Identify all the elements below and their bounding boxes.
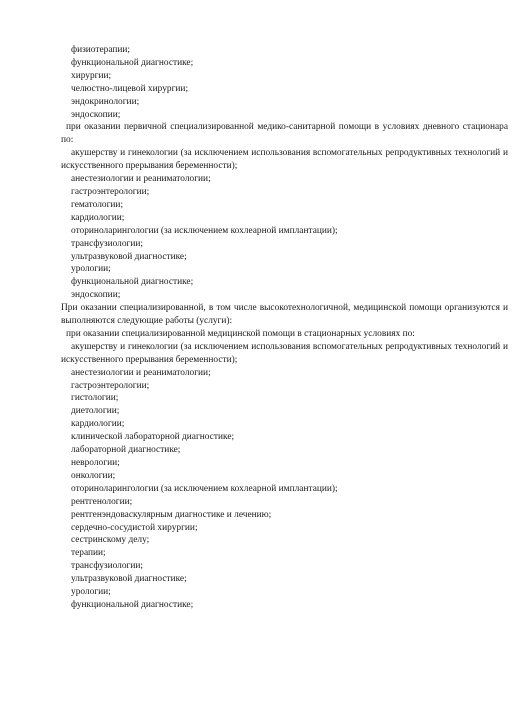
- document-body: [61, 44, 508, 612]
- list-item: онкологии;: [71, 470, 116, 481]
- list-item: функциональной диагностике;: [71, 599, 194, 610]
- list-item: ультразвуковой диагностике;: [71, 574, 187, 585]
- list-item: гематологии;: [71, 199, 124, 210]
- list-item: рентгенологии;: [71, 496, 133, 507]
- list-item: неврологии;: [71, 458, 120, 468]
- list-item: сердечно-сосудистой хирургии;: [71, 522, 198, 533]
- section-heading: при оказании специализированной медицинской помощи в стационарных условиях по:: [66, 328, 415, 339]
- list-item: челюстно-лицевой хирургии;: [71, 83, 189, 94]
- section-heading: при оказании первичной специализированной медико-санитарной помощи в условиях дневного стационара по:: [61, 122, 508, 146]
- list-item: анестезиологии и реаниматологии;: [71, 367, 211, 378]
- list-item: сестринскому делу;: [71, 535, 150, 546]
- list-item: кардиологии;: [71, 419, 125, 430]
- paragraph: При оказании специализированной, в том числе высокотехнологичной, медицинской помощи организуются и выполняются следующие работы (услуги):: [61, 303, 508, 327]
- list-item: лабораторной диагностике;: [71, 445, 181, 456]
- list-item: анестезиологии и реаниматологии;: [71, 174, 211, 185]
- list-item: функциональной диагностике;: [71, 277, 194, 288]
- list-item: терапии;: [71, 548, 106, 559]
- list-item: ультразвуковой диагностике;: [71, 251, 187, 262]
- list-item: физиотерапии;: [71, 45, 131, 55]
- list-item: диетологии;: [71, 406, 120, 417]
- list-item: гастроэнтерологии;: [71, 186, 150, 197]
- list-item: акушерству и гинекологии (за исключением использования вспомогательных репродуктивных технологий и искусственного прерывания беременности);: [61, 148, 508, 172]
- list-item: оториноларингологии (за исключением кохлеарной имплантации);: [71, 483, 338, 494]
- list-item: трансфузиологии;: [71, 561, 144, 572]
- list-item: гастроэнтерологии;: [71, 380, 150, 391]
- list-item: урологии;: [71, 587, 111, 598]
- list-item: кардиологии;: [71, 212, 125, 223]
- list-item: эндоскопии;: [71, 290, 121, 301]
- list-item: функциональной диагностике;: [71, 57, 194, 68]
- list-item: урологии;: [71, 264, 111, 275]
- list-item: эндоскопии;: [71, 109, 121, 120]
- list-item: трансфузиологии;: [71, 238, 144, 249]
- list-item: оториноларингологии (за исключением кохлеарной имплантации);: [71, 225, 338, 236]
- list-item: эндокринологии;: [71, 96, 140, 107]
- list-item: рентгенэндоваскулярным диагностике и лечению;: [71, 509, 272, 520]
- list-item: гистологии;: [71, 393, 119, 404]
- list-item: хирургии;: [71, 70, 112, 81]
- list-item: акушерству и гинекологии (за исключением использования вспомогательных репродуктивных технологий и искусственного прерывания беременности);: [61, 341, 508, 365]
- list-item: клинической лабораторной диагностике;: [71, 432, 235, 443]
